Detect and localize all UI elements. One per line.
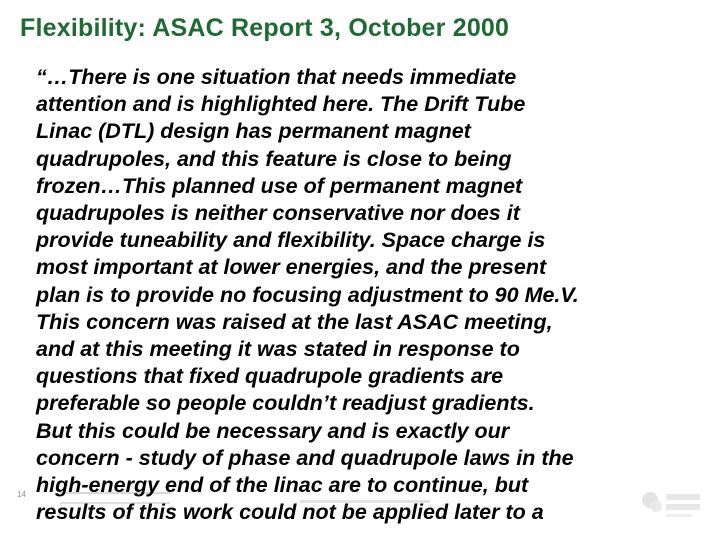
quote-line: Linac (DTL) design has permanent magnet bbox=[36, 119, 471, 144]
quote-line: This concern was raised at the last ASAC meeting, bbox=[36, 309, 553, 334]
quote-line: quadrupoles, and this feature is close to being bbox=[36, 146, 512, 171]
quote-line: “…There is one situation that needs immediate bbox=[36, 65, 517, 89]
quote-line: most important at lower energies, and the present bbox=[36, 255, 547, 280]
quote-line: quadrupoles is neither conservative nor does it bbox=[36, 201, 520, 226]
slide-title: Flexibility: ASAC Report 3, October 2000 bbox=[20, 14, 510, 42]
quote-line: high-energy end of the linac are to continue, but bbox=[36, 473, 529, 498]
quote-line: and at this meeting it was stated in response to bbox=[36, 337, 520, 362]
quote-line: plan is to provide no focusing adjustment to 90 Me.V. bbox=[36, 282, 579, 307]
quote-text bbox=[36, 64, 716, 526]
quote-line: questions that fixed quadrupole gradients are bbox=[36, 364, 504, 389]
quote-line: concern - study of phase and quadrupole laws in the bbox=[36, 445, 574, 470]
quote-line: But this could be necessary and is exactly our bbox=[36, 418, 510, 443]
page-number: 14 bbox=[17, 490, 26, 499]
quote-line: attention and is highlighted here. The Drift Tube bbox=[36, 92, 526, 117]
quote-line: results of this work could not be applied later to a bbox=[36, 500, 544, 525]
quote-line: preferable so people couldn’t readjust gradients. bbox=[36, 391, 535, 416]
quote-line: provide tuneability and flexibility. Space charge is bbox=[36, 228, 546, 253]
quote-line: frozen…This planned use of permanent magnet bbox=[36, 173, 523, 198]
